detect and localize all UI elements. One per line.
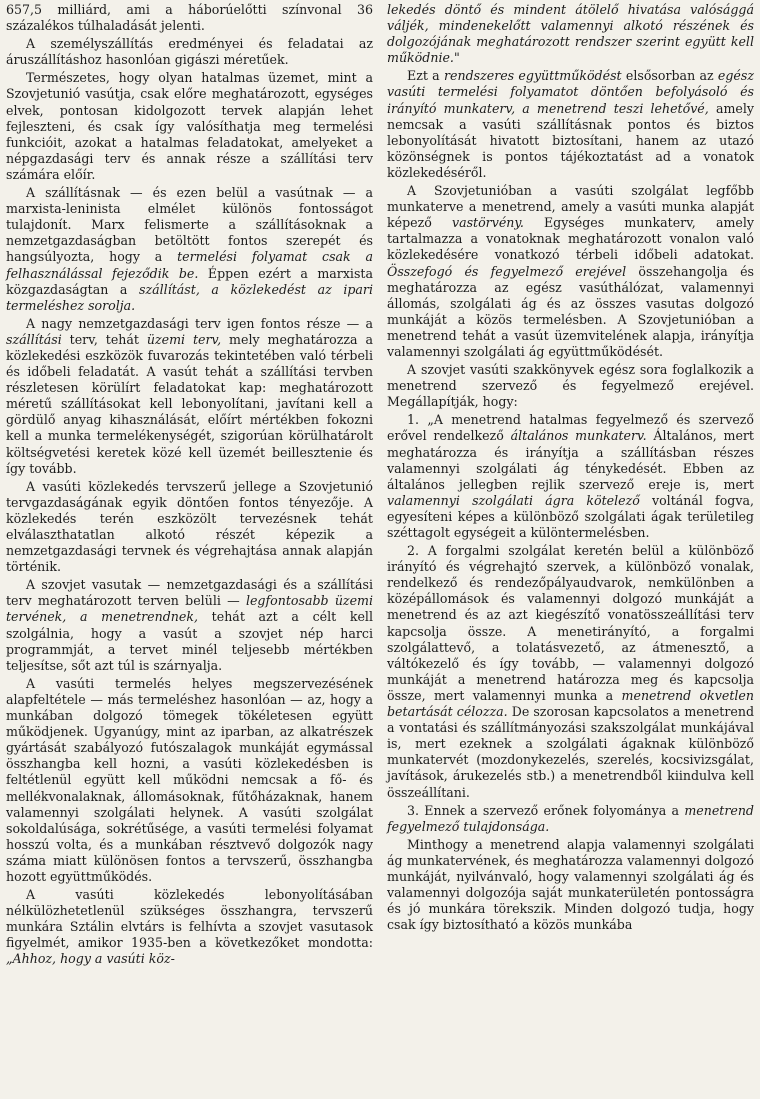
text-run: A személyszállítás eredményei és feladatai az áruszállításhoz hasonlóan gigászi méretűek. (6, 36, 373, 68)
paragraph (6, 185, 373, 314)
text-run: A szovjet vasutak — nemzetgazdasági és a szállítási terv meghatározott terven belüli — (6, 577, 373, 609)
paragraph (387, 803, 754, 835)
paragraph (387, 412, 754, 541)
paragraph (387, 68, 754, 181)
italic-text-run: lekedés döntő és mindent átölelő hivatása valósággá váljék, mindenekelőtt valamennyi alkotó részének és dolgozójának meghatározott rendszer szerint együtt kell működnie. (387, 2, 754, 66)
text-run: Természetes, hogy olyan hatalmas üzemet, mint a Szovjetunió vasútja, csak előre meghatározott, egységes elvek, pontosan kidolgozott tervek alapján lehet fejleszteni, és csak így valósíthatja meg termelési funkcióit, azokat a hatalmas feladatokat, amelyeket a népgazdasági terv és annak része a szállítási terv számára előír. (6, 70, 373, 182)
text-run: amely nemcsak a vasúti szállításnak pontos és biztos lebonyolítását hivatott biztosítani, hanem az utazó közönségnek is pontos tájékoztatást ad a vonatok közlekedéséről. (387, 100, 754, 180)
paragraph (6, 479, 373, 576)
text-run: A Szovjetunióban a vasúti szolgálat legfőbb munkaterve a menetrend, amely a vasúti munka alapját képező (387, 183, 754, 231)
paragraph (387, 837, 754, 934)
italic-text-run: szállítási (6, 331, 62, 347)
italic-text-run: Összefogó és fegyelmező erejével (387, 263, 627, 279)
text-run: A vasúti közlekedés lebonyolításában nélkülözhetetlenül szükséges összhangra, tervszerű munkára Sztálin elvtárs is felhívta a szovjet vasutasok figyelmét, amikor 1935-ben a következőket mondotta: (6, 887, 373, 951)
paragraph (387, 2, 754, 66)
italic-text-run: szállítást, a közlekedést az ipari termeléshez sorolja. (6, 281, 373, 313)
text-run: 2. A forgalmi szolgálat keretén belül a különböző irányító és végrehajtó szervek, a különböző vonalak, rendelkező és rendezőpályaudvarok, nemkülönben a középállomások és valamennyi dolgozó munkáját a menetrend és az azt kiegészítő vonatösszeállítási terv kapcsolja össze. A menetirányító, a forgalmi szolgálattevő, a tolatásvezető, az átmenesztő, a váltókezelő és így tovább, — valamennyi dolgozó munkáját a menetrend határozza meg és kapcsolja össze, mert valamennyi munka a (387, 543, 754, 703)
text-run: De szorosan kapcsolatos a menetrend a vontatási és szállítmányozási szakszolgálat munkájával is, mert ezeknek a szolgálati ágaknak különböző munkatervét (mozdonykezelés, szerelés, kocsivizsgálat, javítások, árukezelés stb.) a menetrendből kiindulva kell összeállítani. (387, 704, 755, 800)
text-run: A nagy nemzetgazdasági terv igen fontos része — a (26, 315, 373, 331)
italic-text-run: üzemi terv, (146, 331, 222, 347)
text-run: voltánál fogva, egyesíteni képes a különböző szolgálati ágak területileg széttagolt egységeit a különtermelésben. (387, 492, 754, 540)
text-run: " (453, 50, 460, 66)
italic-text-run: egész vasúti termelési folyamatot döntően befolyásoló és irányító munkaterv, a menetrend teszi lehetővé, (387, 68, 754, 116)
paragraph (6, 316, 373, 477)
italic-text-run: menetrend fegyelmező tulajdonsága. (387, 802, 754, 834)
text-run: Minthogy a menetrend alapja valamennyi szolgálati ág munkatervének, és meghatározza valamennyi dolgozó munkáját, nyilvánvaló, hogy valamennyi szolgálati ág és valamennyi dolgozója saját munkaterületén pontosságra és jó munkára törekszik. Minden dolgozó tudja, hogy csak így biztosítható a közös munkába (387, 836, 754, 933)
text-run: Ezt a (407, 68, 444, 84)
text-run: A szovjet vasúti szakkönyvek egész sora foglalkozik a menetrend szervező és fegyelmező erejével. Megállapítják, hogy: (387, 362, 754, 410)
paragraph (387, 543, 754, 801)
text-run: A szállításnak — és ezen belül a vasútnak — a marxista-leninista elmélet különös fontosságot tulajdonít. Marx felismerte a szállításoknak a nemzetgazdaságban betöltött fontos szerepét és hangsúlyozta, hogy a (6, 185, 373, 265)
paragraph (387, 362, 754, 410)
text-run: Általános, mert meghatározza és irányítja a szállításban részes valamennyi szolgálati ág ténykedését. Ebben az általános jellegben rejlik szervező ereje is, mert (387, 428, 754, 492)
text-run: Éppen ezért a marxista közgazdaságtan a (6, 265, 373, 297)
paragraph (387, 183, 754, 360)
text-column-left (6, 2, 373, 1099)
paragraph (6, 36, 373, 68)
text-run: 1. „A menetrend hatalmas fegyelmező és szervező erővel rendelkező (387, 412, 754, 444)
italic-text-run: valamennyi szolgálati ágra kötelező (387, 492, 640, 508)
italic-text-run: termelési folyamat csak a felhasználással fejeződik be. (6, 249, 374, 281)
paragraph (6, 577, 373, 674)
text-run: terv, tehát (61, 331, 147, 347)
paragraph (6, 70, 373, 183)
paragraph (6, 887, 373, 967)
italic-text-run: legfontosabb üzemi tervének, a menetrendnek, (6, 593, 373, 625)
text-run: tehát azt a célt kell szolgálnia, hogy a vasút a szovjet nép harci programmját, a tervet minél teljesebb mértékben teljesítse, sőt azt túl is szárnyalja. (6, 609, 373, 673)
text-run: 3. Ennek a szervező erőnek folyománya a (407, 802, 685, 818)
text-run: 657,5 milliárd, ami a háborúelőtti színvonal 36 százalékos túlhaladását jelenti. (6, 2, 373, 34)
text-run: elsősorban az (621, 68, 718, 84)
text-column-right (387, 2, 754, 1099)
paragraph (6, 676, 373, 885)
italic-text-run: menetrend okvetlen betartását célozza. (387, 687, 754, 720)
text-run: A vasúti közlekedés tervszerű jellege a Szovjetunió tervgazdaságának egyik döntően fontos tényezője. A közlekedés terén eszközölt tervezésnek tehát elválaszthatatlan alkotó részét képezik a nemzetgazdasági tervnek és végrehajtása annak alapján történik. (6, 478, 373, 575)
text-run: mely meghatározza a közlekedési eszközök fuvarozás tekintetében való térbeli és időbeli feladatát. A vasút tehát a szállítási tervben részletesen körülírt feladatokat kap: meghatározott méretű szállításokat kell lebonyolítani, javítani kell a gördülő anyag kihasználását, előírt mértékben fokozni kell a munka termelékenységét, szigorúan körülhatárolt költségvetési keretek közé kell üzemét beillesztenie és így tovább. (6, 331, 373, 476)
italic-text-run: vastörvény. (451, 215, 524, 231)
italic-text-run: rendszeres együttműködést (444, 68, 622, 84)
text-run: Egységes munkaterv, amely tartalmazza a vonatoknak meghatározott vonalon való közlekedésére vonatkozó térbeli időbeli adatokat. (387, 215, 754, 263)
text-run: A vasúti termelés helyes megszervezésének alapfeltétele — más termeléshez hasonlóan — az, hogy a munkában dolgozó tömegek tökéletesen együtt működjenek. Ugyanúgy, mint az iparban, az alkatrészek gyártását szabályozó futószalagok munkáját egymással összhangba kell hozni, a vasúti közlekedésben is feltétlenül együtt kell működni nemcsak a fő- és mellékvonalaknak, állomásoknak, fűtőházaknak, hanem valamennyi szolgálati helynek. A vasúti szolgálat sokoldalúsága, sokrétűsége, a vasúti termelési folyamat hosszú volta, és a munkában résztvevő dolgozók nagy száma miatt különösen fontos a tervszerű, összhangba hozott együttműködés. (6, 675, 373, 884)
italic-text-run: általános munkaterv. (510, 428, 647, 444)
italic-text-run: „Ahhoz, hogy a vasúti köz- (6, 951, 175, 967)
text-run: összehangolja és meghatározza az egész vasúthálózat, valamennyi állomás, szolgálati ág és az összes vasutas dolgozó munkáját a közös termelésben. A Szovjetunióban a menetrend tehát a vasút üzemvitelének alapja, irányítja valamennyi szolgálati ág együttműködését. (387, 263, 754, 359)
paragraph (6, 2, 373, 34)
